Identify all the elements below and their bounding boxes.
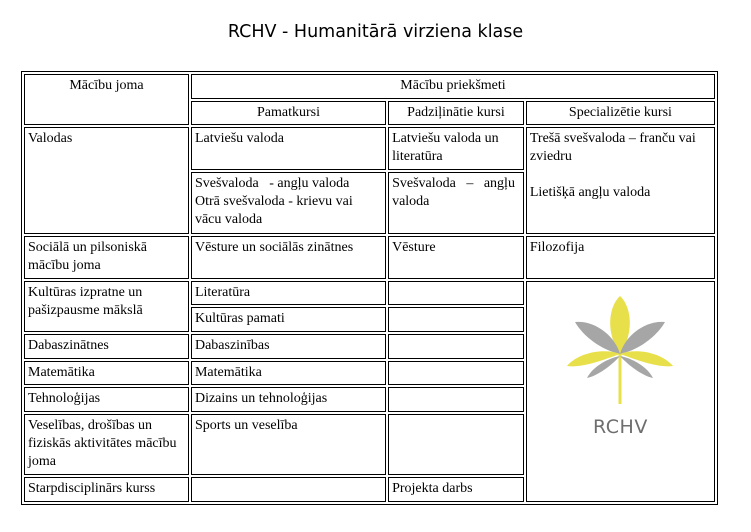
curriculum-table [22, 72, 717, 504]
area-tech: Tehnoloģijas [24, 387, 189, 412]
basic-science: Dabaszinības [191, 334, 386, 359]
chestnut-leaf-icon [565, 292, 675, 410]
area-languages: Valodas [24, 127, 189, 234]
basic-empty-interdisciplinary [191, 477, 386, 502]
header-area: Mācību joma [24, 74, 189, 125]
advanced-empty-math [388, 361, 524, 386]
area-science: Dabaszinātnes [24, 334, 189, 359]
logo-text: RCHV [593, 415, 648, 438]
area-social: Sociālā un pilsoniskā mācību joma [24, 236, 189, 279]
advanced-history: Vēsture [388, 236, 524, 279]
advanced-project-work: Projekta darbs [388, 477, 524, 502]
basic-sports-health: Sports un veselība [191, 414, 386, 476]
header-specialized: Specializētie kursi [526, 101, 715, 126]
basic-literature: Literatūra [191, 281, 386, 306]
basic-math: Matemātika [191, 361, 386, 386]
advanced-foreign-english: Svešvaloda – angļu valoda [388, 172, 524, 234]
basic-design-tech: Dizains un tehnoloģijas [191, 387, 386, 412]
basic-foreign-languages [191, 172, 386, 234]
header-basic: Pamatkursi [191, 101, 386, 126]
advanced-latvian-literature: Latviešu valoda un literatūra [388, 127, 524, 170]
rchv-logo [565, 292, 675, 442]
advanced-empty-science [388, 334, 524, 359]
basic-second-foreign: Otrā svešvaloda - krievu vai vācu valoda [194, 194, 353, 228]
basic-foreign-english: Svešvaloda - angļu valoda [194, 176, 350, 192]
specialized-philosophy: Filozofija [526, 236, 715, 279]
curriculum-table-frame [21, 71, 718, 505]
advanced-empty-culture-2 [388, 307, 524, 332]
advanced-empty-health [388, 414, 524, 476]
specialized-third-language: Trešā svešvaloda – franču vai zviedru [529, 131, 696, 165]
logo-cell [526, 281, 715, 502]
area-math: Matemātika [24, 361, 189, 386]
basic-latvian: Latviešu valoda [191, 127, 386, 170]
advanced-empty-tech [388, 387, 524, 412]
advanced-empty-culture-1 [388, 281, 524, 306]
specialized-languages-cell [526, 127, 715, 234]
basic-culture-basics: Kultūras pamati [191, 307, 386, 332]
page-title: RCHV - Humanitārā virziena klase [227, 22, 524, 42]
area-interdisciplinary: Starpdisciplinārs kurss [24, 477, 189, 502]
area-culture: Kultūras izpratne un pašizpausme mākslā [24, 281, 189, 332]
area-health: Veselības, drošības un fiziskās aktivitātes mācību joma [24, 414, 189, 476]
header-advanced: Padziļinātie kursi [388, 101, 524, 126]
specialized-applied-english: Lietišķā angļu valoda [529, 185, 651, 201]
header-subjects: Mācību priekšmeti [191, 74, 715, 99]
basic-history-social: Vēsture un sociālās zinātnes [191, 236, 386, 279]
